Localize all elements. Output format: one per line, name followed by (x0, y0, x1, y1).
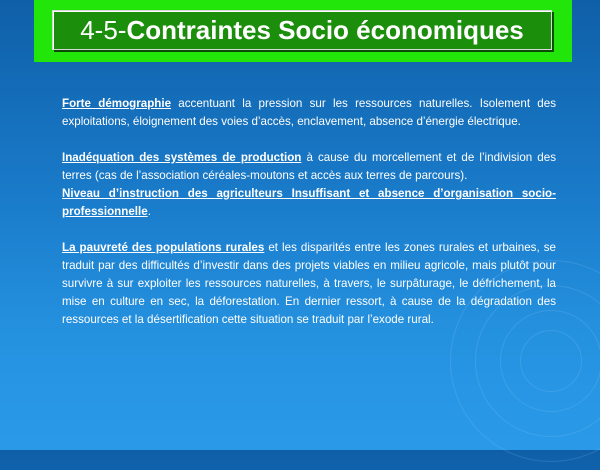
title-box (52, 10, 552, 50)
title-number: 4-5- (80, 14, 127, 45)
title-band (34, 0, 572, 62)
keyword-demographie: Forte démographie (62, 97, 172, 110)
text-production: à cause du morcellement et de l’indivision des terres (cas de l’association céréales-moutons et accès aux terres de parcours). (62, 151, 557, 182)
keyword-pauvrete: La pauvreté des populations rurales (62, 241, 265, 254)
paragraph-instruction (62, 185, 556, 221)
keyword-instruction: Niveau d’instruction des agriculteurs Insuffisant et absence d’organisation socio- professionnelle (62, 187, 556, 218)
text-demographie: accentuant la pression sur les ressources naturelles. Isolement des exploitations, éloignement des voies d’accès, enclavement, absence d’énergie électrique. (62, 97, 556, 128)
keyword-production: Inadéquation des systèmes de production (62, 151, 302, 164)
paragraph-demographie (62, 95, 556, 131)
content-body (62, 95, 556, 329)
title-text: Contraintes Socio économiques (126, 14, 524, 45)
text-instruction: . (147, 205, 151, 218)
paragraph-pauvrete (62, 239, 556, 329)
paragraph-production (62, 149, 556, 185)
text-pauvrete: et les disparités entre les zones rurales et urbaines, se traduit par des difficultés d’investir dans des projets viables en milieu agricole, mais plutôt pour survivre à sur exploiter les ressources naturelles, à travers, le surpâturage, le défrichement, la mise en culture en sec, la déforestation. En dernier ressort, à cause de la dégradation des ressources et la désertification cette situation se traduit par l’exode rural. (62, 241, 556, 326)
slide-title (80, 15, 524, 46)
